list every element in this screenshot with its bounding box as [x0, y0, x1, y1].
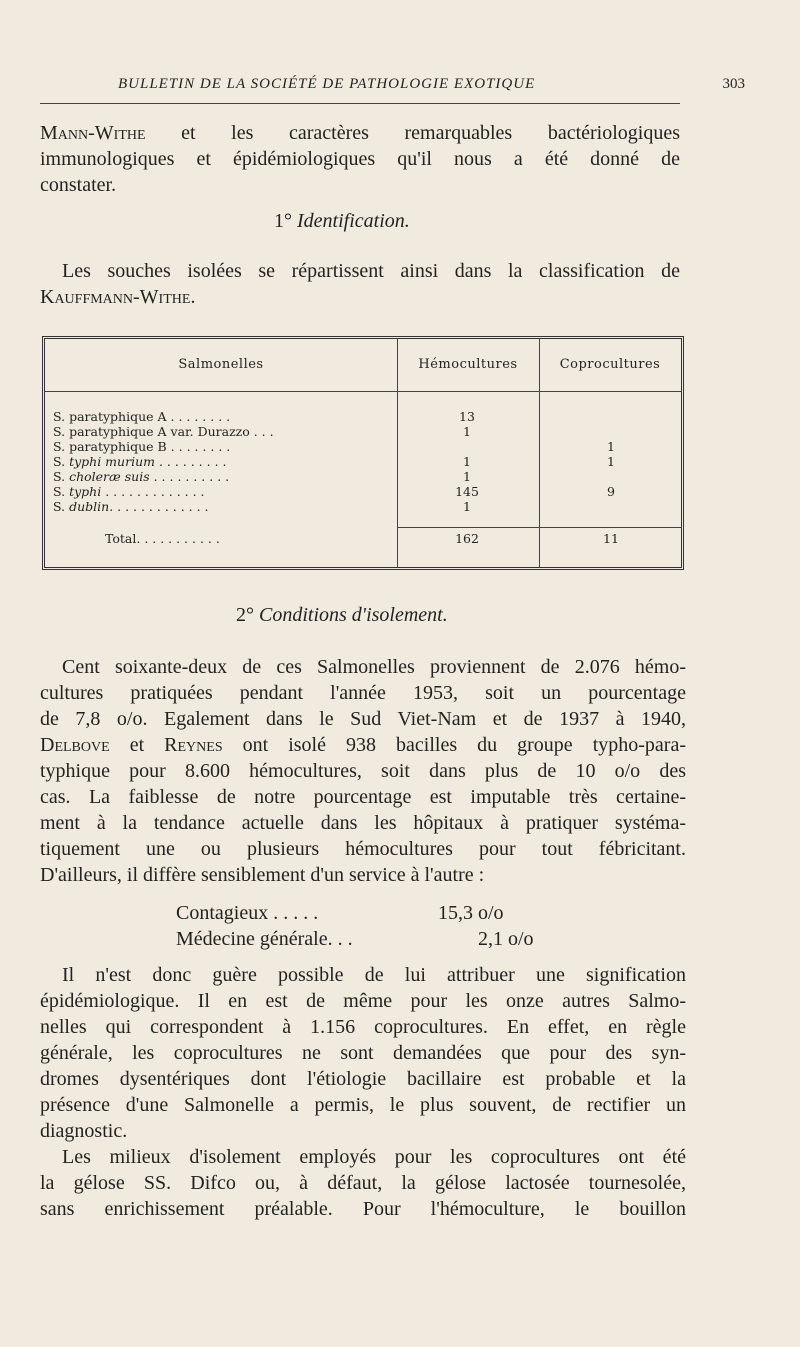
stat-row: [176, 900, 576, 926]
para2-line-9: D'ailleurs, il diffère sensiblement d'un service à l'autre :: [40, 864, 485, 886]
stat-label: Médecine générale: [176, 928, 328, 950]
row-name: [53, 454, 227, 469]
table-row: [45, 409, 681, 424]
para2-line-6: cas. La faiblesse de notre pourcentage est imputable très certaine-: [40, 786, 686, 808]
leader-dots: . . .: [327, 928, 353, 950]
stat-value: 15,3 o/o: [438, 902, 504, 924]
salmonella-table: [42, 336, 684, 570]
name-italic: typhi murium: [69, 454, 155, 469]
total-row: [45, 531, 681, 546]
para2-line-3: de 7,8 o/o. Egalement dans le Sud Viet-Nam et de 1937 à 1940,: [40, 708, 686, 730]
row-copro: 1: [607, 454, 615, 469]
section-1-number: 1°: [274, 210, 292, 232]
author-delbove: Delbove: [40, 734, 110, 756]
intro-line-1: [40, 120, 680, 146]
para3-line-2: épidémiologique. Il en est de même pour les onze autres Salmo-: [40, 990, 686, 1012]
classification-name: Kauffmann-Withe: [40, 286, 191, 308]
table-row: [45, 499, 681, 514]
para1-line-1: Les souches isolées se répartissent ainsi dans la classification de: [62, 260, 680, 282]
row-copro: 9: [607, 484, 615, 499]
section-2-number: 2°: [236, 604, 254, 626]
para4-line-1: Les milieux d'isolement employés pour les coprocultures ont été: [62, 1146, 686, 1168]
row-hemo: 1: [463, 454, 471, 469]
name-italic: choleræ suis: [69, 469, 150, 484]
para3-line-1: Il n'est donc guère possible de lui attribuer une signification: [62, 964, 686, 986]
leader-dots: . . . . .: [268, 902, 319, 924]
row-name: [53, 439, 230, 454]
para3-line-5: dromes dysentériques dont l'étiologie bacillaire est probable et la: [40, 1068, 686, 1090]
page-number: 303: [722, 76, 745, 92]
para2-line-8: tiquement une ou plusieurs hémocultures pour tout fébricitant.: [40, 838, 686, 860]
para1-line-2: [40, 284, 680, 310]
intro-line-3: constater.: [40, 174, 117, 196]
table-row: [45, 424, 681, 439]
row-name: [53, 469, 229, 484]
intro-line-1-text: et les caractères remarquables bactériologiques: [145, 122, 680, 144]
leader-dots: . . . . . . . .: [166, 439, 231, 454]
leader-dots: . . . . . . . .: [166, 409, 231, 424]
row-hemo: 1: [463, 499, 471, 514]
section-2-heading: [236, 604, 448, 627]
table-row: [45, 469, 681, 484]
para2-line-1: Cent soixante-deux de ces Salmonelles proviennent de 2.076 hémo-: [62, 656, 686, 678]
leader-dots: . . . . . . . . . .: [149, 469, 230, 484]
section-2-title: Conditions d'isolement.: [259, 604, 448, 626]
total-label: [105, 531, 220, 546]
author-name: Mann-Withe: [40, 122, 146, 144]
row-name: [53, 484, 205, 499]
row-name: [53, 499, 209, 514]
row-copro: 1: [607, 439, 615, 454]
name-text: S. paratyphique B: [53, 439, 167, 454]
row-hemo: 1: [463, 469, 471, 484]
section-1-title: Identification.: [297, 210, 410, 232]
stat-label: Contagieux: [176, 902, 269, 924]
total-hemo: 162: [455, 531, 479, 546]
author-reynes: Reynes: [164, 734, 223, 756]
name-text: S. paratyphique A var. Durazzo: [53, 424, 250, 439]
row-hemo: 1: [463, 424, 471, 439]
name-text: S.: [53, 499, 70, 514]
para4-line-2: la gélose SS. Difco ou, à défaut, la gélose lactosée tournesolée,: [40, 1172, 686, 1194]
para2-line-7: ment à la tendance actuelle dans les hôpitaux à pratiquer systéma-: [40, 812, 686, 834]
leader-dots: . . . . . . . . . . .: [136, 531, 220, 546]
para3-line-6: présence d'une Salmonelle a permis, le plus souvent, de rectifier un: [40, 1094, 686, 1116]
para1-line-2-end: .: [190, 286, 196, 308]
leader-dots: . . . . . . . . .: [154, 454, 227, 469]
para3-line-7: diagnostic.: [40, 1120, 128, 1142]
stat-value: 2,1 o/o: [478, 928, 534, 950]
table-row: [45, 484, 681, 499]
para2-line-4-text: ont isolé 938 bacilles du groupe typho-para-: [222, 734, 686, 756]
row-name: [53, 409, 230, 424]
para2-line-5: typhique pour 8.600 hémocultures, soit dans plus de 10 o/o des: [40, 760, 686, 782]
journal-title: BULLETIN DE LA SOCIÉTÉ DE PATHOLOGIE EXOTIQUE: [118, 76, 536, 92]
header-coprocultures: Coprocultures: [559, 357, 661, 372]
para2-line-4: [40, 732, 686, 758]
leader-dots: . . .: [249, 424, 274, 439]
header-hemocultures: Hémocultures: [418, 357, 518, 372]
para2-line-4-mid: et: [109, 734, 165, 756]
para3-line-4: générale, les coprocultures ne sont demandées que pour des syn-: [40, 1042, 686, 1064]
stat-row: [176, 926, 576, 952]
header-salmonelles: Salmonelles: [178, 357, 264, 372]
header-rule: [40, 103, 680, 104]
name-italic: dublin: [69, 499, 110, 514]
table-row: [45, 454, 681, 469]
name-text: S.: [53, 484, 70, 499]
total-label-text: Total: [105, 531, 137, 546]
running-header: [40, 76, 745, 100]
row-hemo: 13: [459, 409, 475, 424]
para3-line-3: nelles qui correspondent à 1.156 coprocultures. En effet, en règle: [40, 1016, 686, 1038]
row-hemo: 145: [455, 484, 479, 499]
row-name: [53, 424, 274, 439]
leader-dots: . . . . . . . . . . . . .: [109, 499, 209, 514]
name-italic: typhi: [69, 484, 102, 499]
intro-line-2: immunologiques et épidémiologiques qu'il nous a été donné de: [40, 148, 680, 170]
name-text: S.: [53, 469, 70, 484]
table-row: [45, 439, 681, 454]
section-1-heading: [274, 210, 410, 233]
para4-line-3: sans enrichissement préalable. Pour l'hémoculture, le bouillon: [40, 1198, 686, 1220]
name-text: S.: [53, 454, 70, 469]
total-copro: 11: [603, 531, 619, 546]
name-text: S. paratyphique A: [53, 409, 167, 424]
total-rule: [397, 527, 681, 528]
para2-line-2: cultures pratiquées pendant l'année 1953, soit un pourcentage: [40, 682, 686, 704]
leader-dots: . . . . . . . . . . . . .: [101, 484, 205, 499]
header-rule: [45, 391, 681, 392]
